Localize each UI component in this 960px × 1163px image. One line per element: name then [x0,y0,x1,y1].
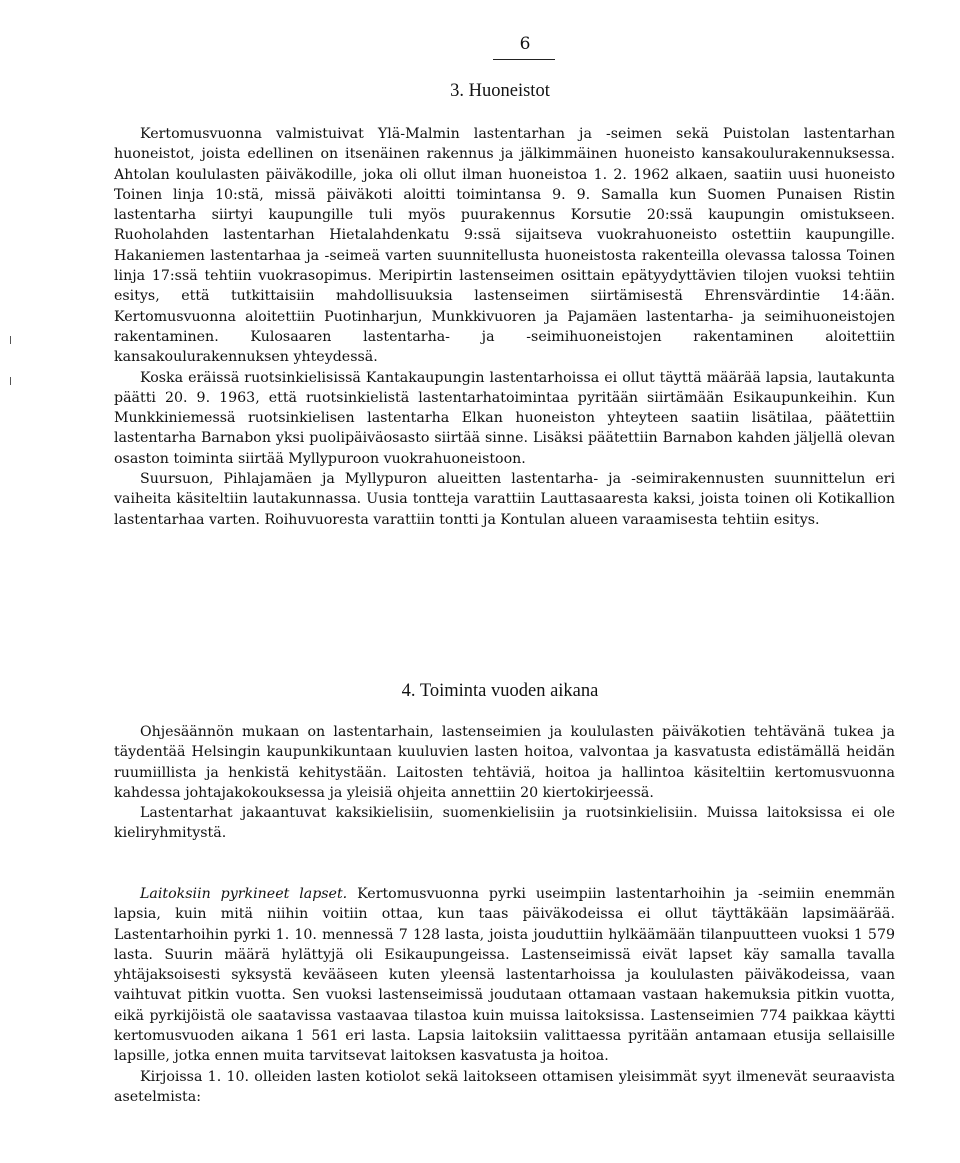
section-3-body [114,124,895,530]
paragraph: Koska eräissä ruotsinkielisissä Kantakaupungin lastentarhoissa ei ollut täyttä määrää lapsia, lautakunta päätti 20. 9. 1963, että ruotsinkielistä lastentarhatoimintaa pyritään siirtämään Esikaupunkeihin. Kun Munkkiniemessä ruotsinkielisen lastentarha Elkan huoneiston yhteyteen saatiin lisätilaa, päätettiin lastentarha Barnabon yksi puolipäiväosasto siirtää sinne. Lisäksi päätettiin Barnabon kahden jäljellä olevan osaston toiminta siirtää Myllypuroon vuokrahuoneistoon. [114,369,895,467]
page-number: 6 [519,34,531,54]
paragraph: Ohjesäännön mukaan on lastentarhain, lastenseimien ja koululasten päiväkotien tehtävänä tukea ja täydentää Helsingin kaupunkikuntaan kuuluvien lasten hoitoa, valvontaa ja kasvatusta edistämällä heidän ruumiillista ja henkistä kehitystään. Laitosten tehtäviä, hoitoa ja hallintoa käsiteltiin kertomusvuonna kahdessa johtajakokouksessa ja yleisiä ohjeita annettiin 20 kiertokirjeessä. [114,724,895,801]
paragraph-text: Kertomusvuonna pyrki useimpiin lastentarhoihin ja -seimiin enemmän lapsia, kuin mitä niihin voitiin ottaa, kun taas päiväkodeissa ei ollut täyttäkään lapsimäärää. Lastentarhoihin pyrki 1. 10. mennessä 7 128 lasta, joista jouduttiin hylkäämään tilanpuutteen vuoksi 1 579 lasta. Suurin määrä hylättyjä oli Esikaupungeissa. Lastenseimissä eivät lapset käy samalla tavalla yhtäjaksoisesti syksystä kevääseen kuten yleensä lastentarhoissa ja koululasten päiväkodeissa, vaan vaihtuvat pitkin vuotta. Sen vuoksi lastenseimissä joudutaan ottamaan vastaan hakemuksia pitkin vuotta, eikä pyrkijöistä ole saatavissa vastaavaa tilastoa kuin muissa laitoksissa. Lastenseimien 774 paikkaa käytti kertomusvuoden aikana 1 561 eri lasta. Lapsia laitoksiin valittaessa pyritään antamaan etusija sellaisille lapsille, jotka ennen muita tarvitsevat laitoksen kasvatusta ja hoitoa. [114,886,895,1065]
section-4-heading: 4. Toiminta vuoden aikana [401,681,599,701]
subsection-body [114,884,895,1107]
section-3-heading: 3. Huoneistot [450,81,550,101]
paragraph: Lastentarhat jakaantuvat kaksikielisiin, suomenkielisiin ja ruotsinkielisiin. Muissa laitoksissa ei ole kieliryhmitystä. [114,805,895,842]
section-4-body [114,722,895,844]
paragraph: Kirjoissa 1. 10. olleiden lasten kotiolot sekä laitokseen ottamisen yleisimmät syyt ilmenevät seuraavista asetelmista: [114,1068,895,1105]
paragraph: Suursuon, Pihlajamäen ja Myllypuron alueitten lastentarha- ja -seimirakennusten suunnittelun eri vaiheita käsiteltiin lautakunnassa. Uusia tontteja varattiin Lauttasaaresta kaksi, joista toinen oli Kotikallion lastentarhaa varten. Roihuvuoresta varattiin tontti ja Kontulan alueen varaamisesta tehtiin esitys. [114,471,895,528]
margin-mark [10,377,11,385]
page-number-rule [493,59,555,60]
paragraph [114,884,895,1067]
paragraph: Kertomusvuonna valmistuivat Ylä-Malmin lastentarhan ja -seimen sekä Puistolan lastentarhan huoneistot, joista edellinen on itsenäinen rakennus ja jälkimmäinen huoneisto kansakoulurakennuksessa. Ahtolan koululasten päiväkodille, joka oli ollut ilman huoneistoa 1. 2. 1962 alkaen, saatiin uusi huoneisto Toinen linja 10:stä, missä päiväkoti aloitti toimintansa 9. 9. Samalla kun Suomen Punaisen Ristin lastentarha siirtyi kaupungille tuli myös puurakennus Korsutie 20:ssä kaupungin omistukseen. Ruoholahden lastentarhan Hietalahdenkatu 9:ssä sijaitseva vuokrahuoneisto ostettiin kaupungille. Hakaniemen lastentarhaa ja -seimeä varten suunnitellusta huoneistosta rakenteilla olevassa talossa Toinen linja 17:ssä tehtiin vuokrasopimus. Meripirtin lastenseimen osittain epätyydyttävien tilojen vuoksi tehtiin esitys, että tutkittaisiin mahdollisuuksia lastenseimen siirtämisestä Ehrensvärdintie 14:ään. Kertomusvuonna aloitettiin Puotinharjun, Munkkivuoren ja Pajamäen lastentarha- ja seimihuoneistojen rakentaminen. Kulosaaren lastentarha- ja -seimihuoneistojen rakentaminen aloitettiin kansakoulurakennuksen yhteydessä. [114,126,895,366]
subsection-lead: Laitoksiin pyrkineet lapset. [140,886,348,902]
margin-mark [10,336,11,344]
